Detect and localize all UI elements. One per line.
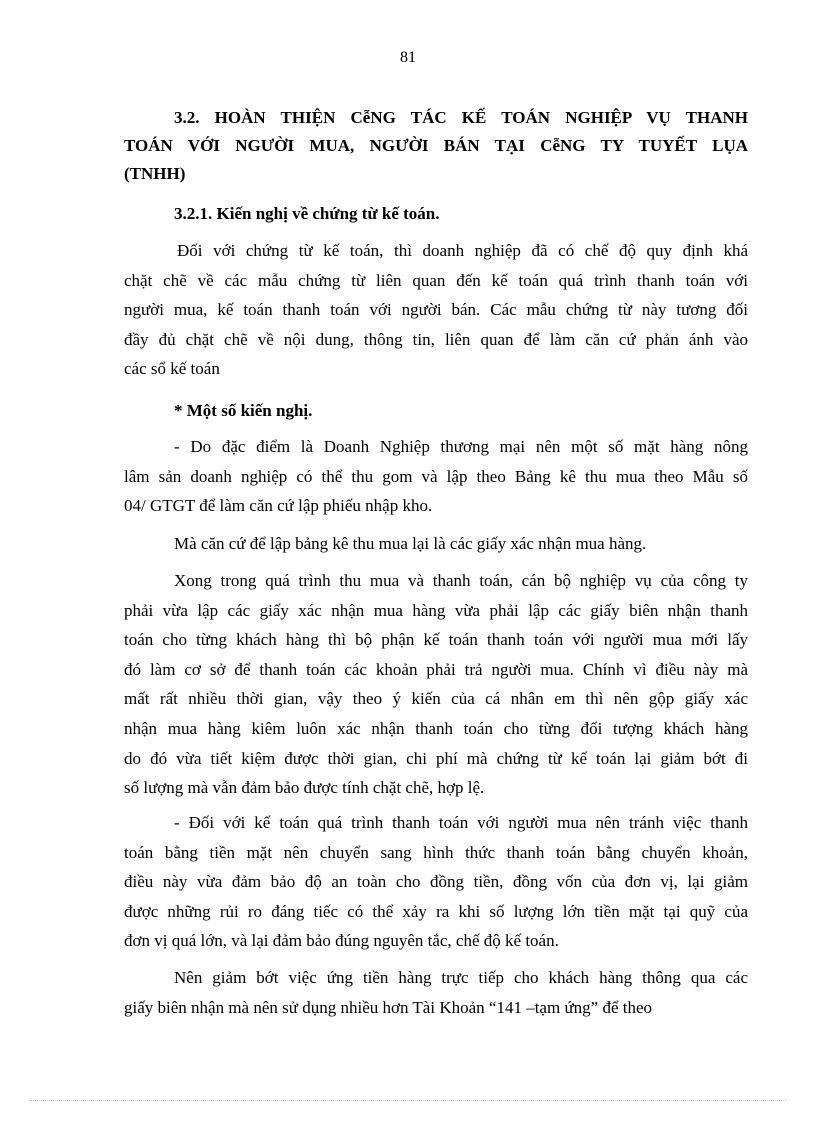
paragraph-line: * Một số kiến nghị. [174, 401, 313, 420]
paragraph-line: đó làm cơ sở để thanh toán các khoản phải trả người mua. Chính vì điều này mà [124, 659, 748, 679]
paragraph-line: Xong trong quá trình thu mua và thanh toán, cán bộ nghiệp vụ của công ty [174, 571, 748, 590]
section-heading-line: TOÁN VỚI NGƯỜI MUA, NGƯỜI BÁN TẠI CễNG TY TUYẾT LỤA [124, 136, 748, 155]
paragraph-line: giấy biên nhận mà nên sử dụng nhiều hơn Tài Khoản “141 –tạm ứng” để theo [124, 997, 653, 1017]
paragraph-bank-transfer [124, 808, 748, 956]
paragraph-line: toán cho từng khách hàng thì bộ phận kế toán thanh toán với người mua mới lấy [124, 630, 748, 650]
paragraph-purchase-list [124, 432, 748, 521]
paragraph-document-regulations [124, 236, 748, 384]
paragraph-line: - Do đặc điểm là Doanh Nghiệp thương mại nên một số mặt hàng nông [174, 437, 748, 456]
paragraph-line: người mua, kế toán thanh toán với người bán. Các mẫu chứng từ này tương đối [124, 300, 748, 320]
section-heading-line: (TNHH) [124, 164, 186, 183]
paragraph-line: do đó vừa tiết kiệm được thời gian, chi phí mà chứng từ kế toán lại giảm bớt đi [124, 748, 748, 768]
paragraph-line: số lượng mà vẫn đảm bảo được tính chặt chẽ, hợp lệ. [124, 778, 485, 798]
footer-divider [30, 1100, 786, 1101]
paragraph-line: đầy đủ chặt chẽ về nội dung, thông tin, liên quan để làm căn cứ phản ánh vào [124, 329, 748, 349]
paragraph-advance-account [124, 963, 748, 1022]
paragraph-line: đơn vị quá lớn, và lại đảm bảo đúng nguyên tắc, chế độ kế toán. [124, 931, 559, 951]
paragraph-line: các sổ kế toán [124, 359, 220, 379]
paragraph-line: Mà căn cứ để lập bảng kê thu mua lại là các giấy xác nhận mua hàng. [174, 534, 647, 553]
paragraph-line: toán bằng tiền mặt nên chuyển sang hình thức thanh toán bằng chuyển khoản, [124, 842, 748, 862]
recommendations-heading [124, 396, 748, 426]
paragraph-line: - Đối với kế toán quá trình thanh toán với người mua nên tránh việc thanh [174, 813, 748, 832]
section-heading-line: 3.2. HOÀN THIỆN CễNG TÁC KẾ TOÁN NGHIỆP VỤ THANH [174, 108, 748, 127]
paragraph-line: chặt chẽ về các mẫu chứng từ liên quan đến kế toán quá trình thanh toán với [124, 270, 748, 290]
paragraph-line: lâm sản doanh nghiệp có thể thu gom và lập theo Bảng kê thu mua theo Mẫu số [124, 466, 748, 486]
paragraph-line: phải vừa lập các giấy xác nhận mua hàng vừa phải lập các giấy biên nhận thanh [124, 600, 748, 620]
section-heading [124, 104, 748, 188]
paragraph-line: điều này vừa đảm bảo độ an toàn cho đồng tiền, đồng vốn của đơn vị, lại giảm [124, 872, 748, 892]
paragraph-line: nhận mua hàng kiêm luôn xác nhận thanh toán cho từng đối tượng khách hàng [124, 718, 748, 738]
paragraph-line: được những rủi ro đáng tiếc có thể xảy ra khi số lượng lớn tiền mặt tại quỹ của [124, 901, 748, 921]
subsection-heading: 3.2.1. Kiến nghị về chứng từ kế toán. [174, 204, 440, 223]
paragraph-purchase-confirmation [124, 529, 748, 559]
paragraph-line: Đối với chứng từ kế toán, thì doanh nghiệp đã có chế độ quy định khá [177, 241, 748, 260]
page-number: 81 [400, 49, 416, 66]
paragraph-merge-documents [124, 566, 748, 803]
paragraph-line: mất rất nhiều thời gian, vậy theo ý kiến của cá nhân em thì nên gộp giấy xác [124, 689, 748, 709]
paragraph-line: Nên giảm bớt việc ứng tiền hàng trực tiếp cho khách hàng thông qua các [174, 968, 748, 987]
paragraph-line: 04/ GTGT để làm căn cứ lập phiếu nhập kho. [124, 496, 433, 516]
